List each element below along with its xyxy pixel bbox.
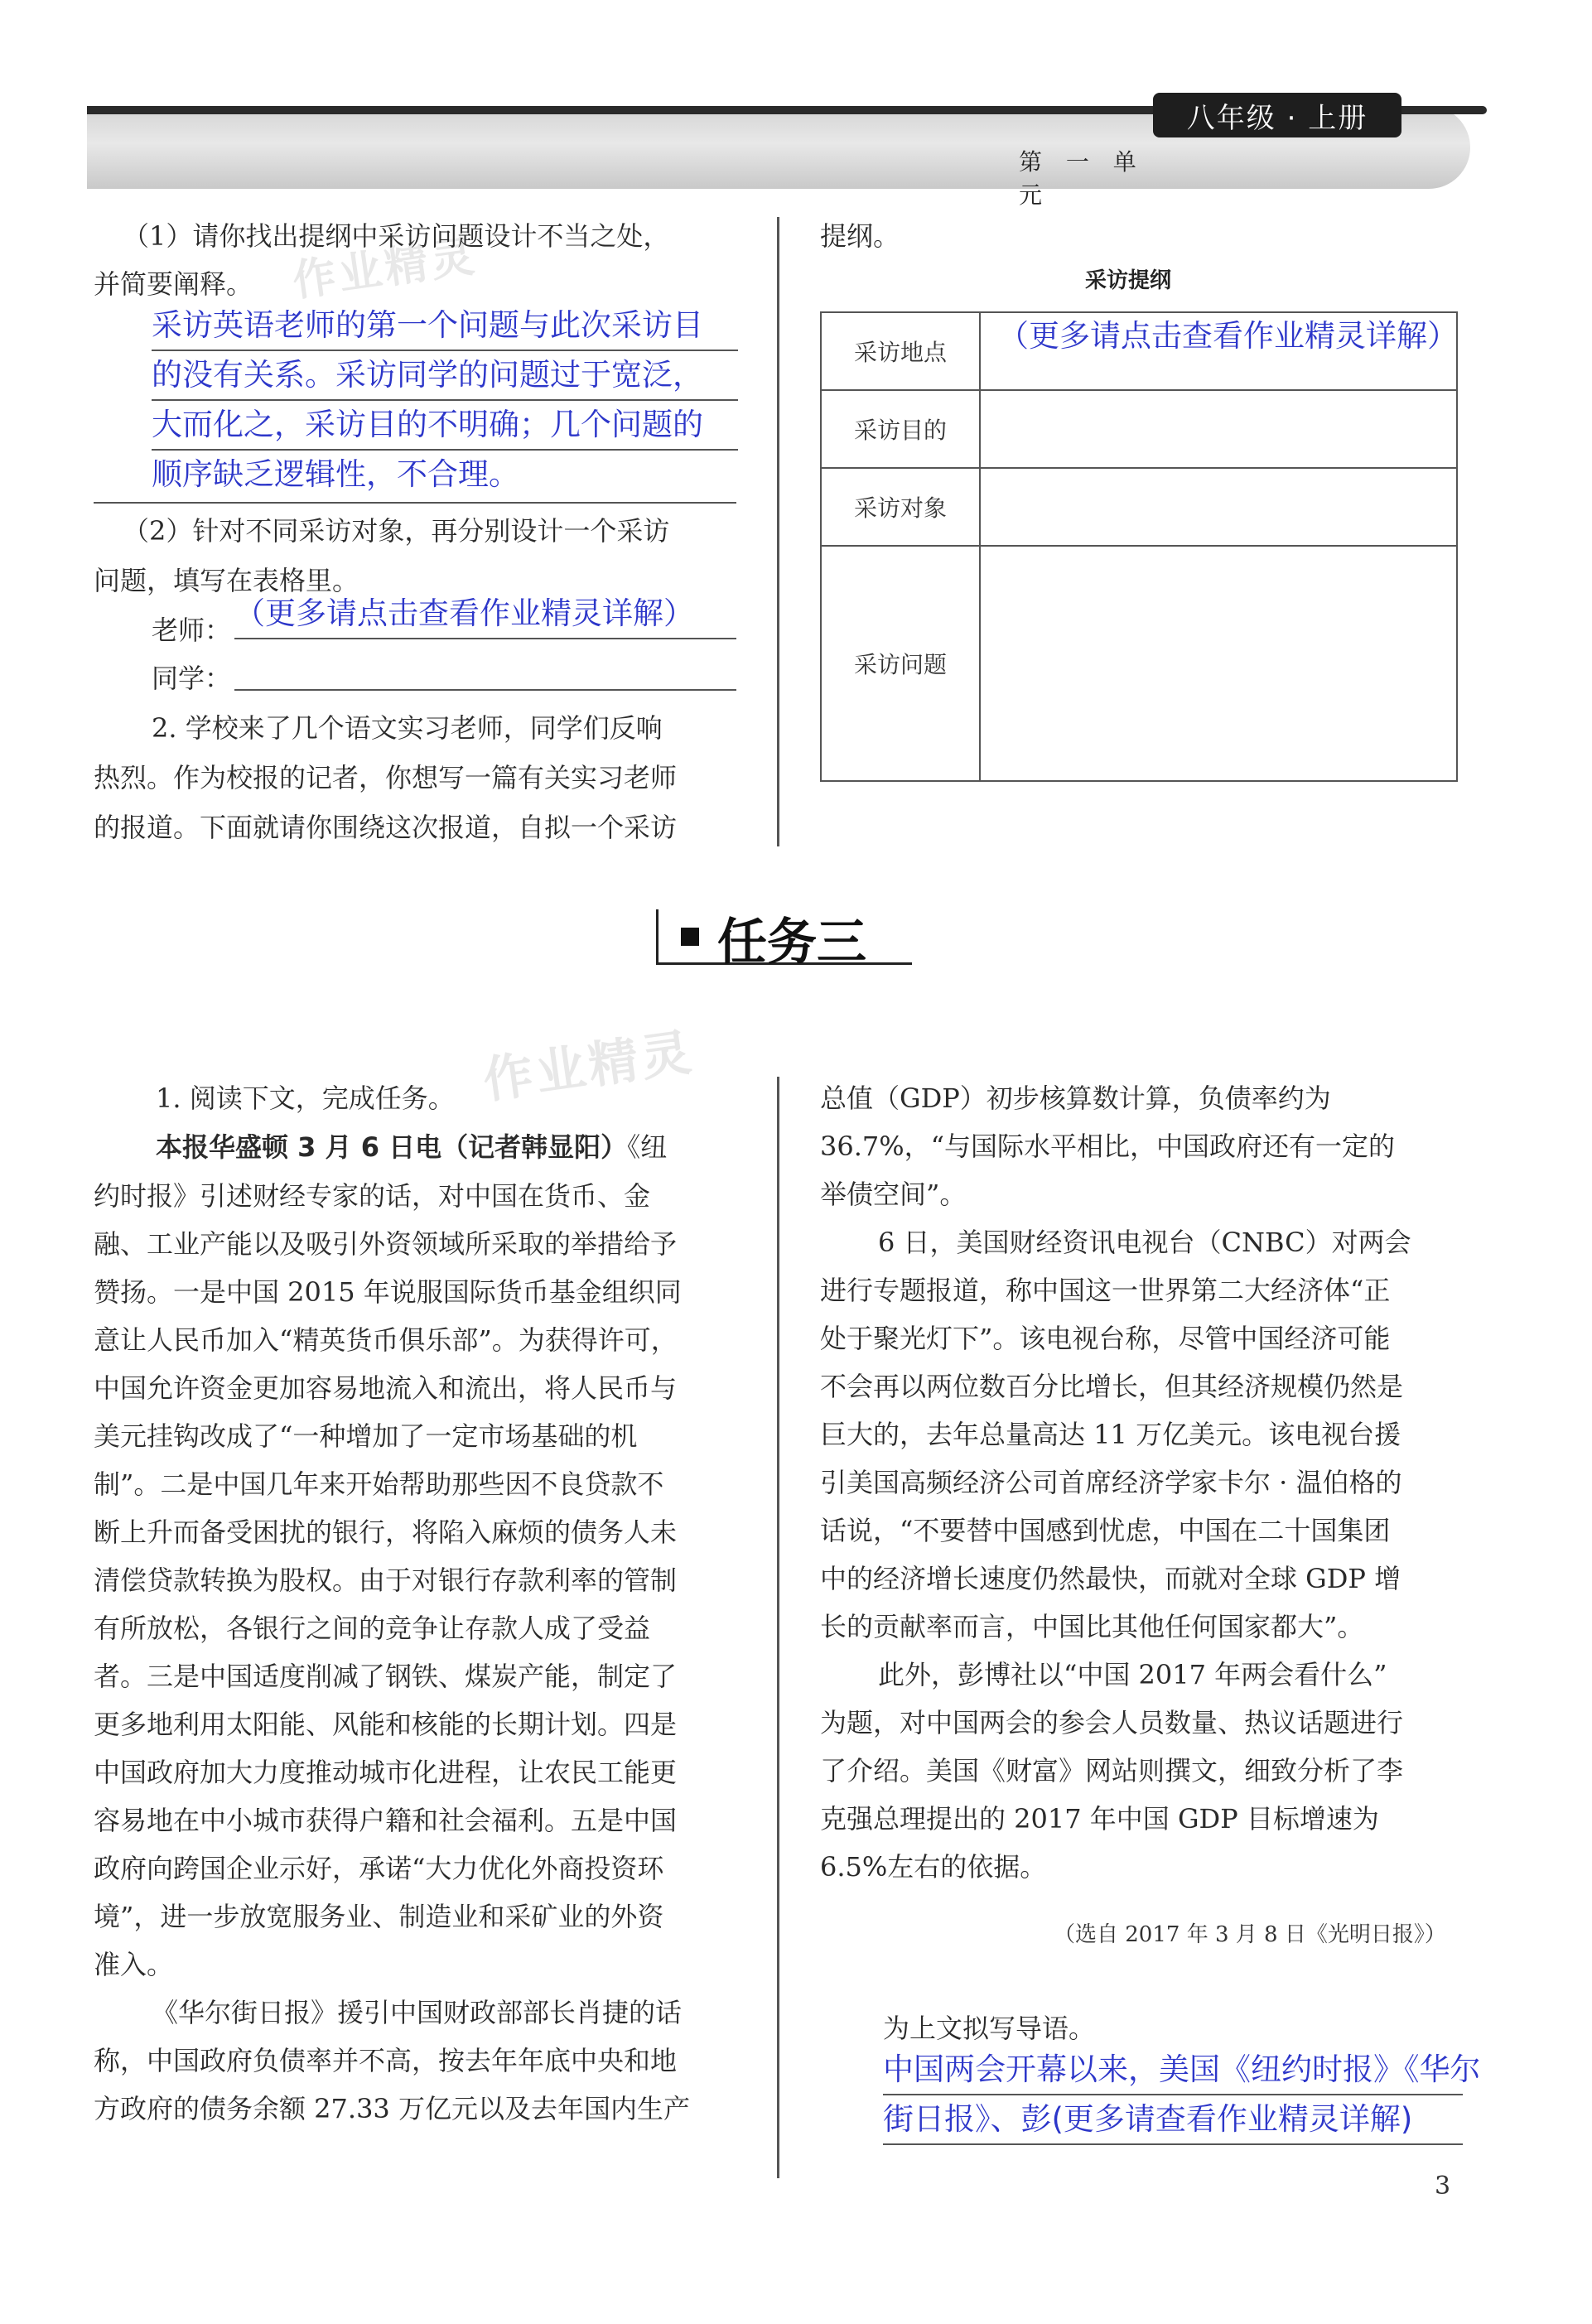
table-row: [821, 390, 1457, 468]
row-value[interactable]: [980, 546, 1457, 781]
student-label: 同学：: [152, 663, 232, 694]
article-line: 约时报》引述财经专家的话，对中国在货币、金: [94, 1180, 651, 1212]
question-1-line-2: 并简要阐释。: [94, 268, 253, 300]
row-value[interactable]: [980, 390, 1457, 468]
article-line: 引美国高频经济公司首席经济学家卡尔 · 温伯格的: [820, 1467, 1402, 1498]
article-line: 处于聚光灯下”。该电视台称，尽管中国经济可能: [820, 1323, 1391, 1354]
article-line: 36.7%，“与国际水平相比，中国政府还有一定的: [820, 1131, 1396, 1162]
article-line: 6.5%左右的依据。: [820, 1851, 1047, 1883]
continuation-text: 提纲。: [820, 220, 900, 252]
article-line: 话说，“不要替中国感到忧虑，中国在二十国集团: [820, 1515, 1391, 1546]
task-title: 任务三: [717, 914, 866, 972]
article-line: 准入。: [94, 1949, 174, 1980]
article-line: 了介绍。美国《财富》网站则撰文，细致分析了李: [820, 1755, 1404, 1786]
article-line: 方政府的债务余额 27.33 万亿元以及去年国内生产: [94, 2093, 690, 2124]
answer-rule: [94, 500, 736, 504]
row-label: 采访问题: [821, 546, 980, 781]
question-1-line-1: （1）请你找出提纲中采访问题设计不当之处，: [123, 220, 670, 252]
table-title: 采访提纲: [1085, 268, 1172, 293]
article-line: 称，中国政府负债率并不高，按去年年底中央和地: [94, 2045, 678, 2076]
table-row: [821, 468, 1457, 546]
article-intro: 1. 阅读下文，完成任务。: [156, 1082, 455, 1114]
article-line: 清偿贷款转换为股权。由于对银行存款利率的管制: [94, 1565, 678, 1596]
article-line: 容易地在中小城市获得户籍和社会福利。五是中国: [94, 1805, 678, 1836]
article-line: 克强总理提出的 2017 年中国 GDP 目标增速为: [820, 1803, 1379, 1835]
article-line: 6 日，美国财经资讯电视台（CNBC）对两会: [878, 1227, 1411, 1258]
article-source: （选自 2017 年 3 月 8 日《光明日报》）: [1054, 1922, 1446, 1947]
watermark: 作业精灵: [480, 1023, 698, 1111]
article-line: 总值（GDP）初步核算数计算，负债率约为: [820, 1082, 1331, 1114]
interview-outline-table: [820, 311, 1458, 782]
column-divider: [777, 217, 779, 846]
article-line: 中国允许资金更加容易地流入和流出，将人民币与: [94, 1372, 678, 1404]
square-bullet-icon: [681, 928, 699, 946]
lead-prompt: 为上文拟写导语。: [883, 2013, 1096, 2044]
article-right-body: [820, 1074, 1474, 1891]
article-line: 中国政府加大力度推动城市化进程，让农民工能更: [94, 1757, 678, 1788]
article-line: 《华尔街日报》援引中国财政部部长肖捷的话: [152, 1997, 683, 2028]
article-line: 美元挂钩改成了“一种增加了一定市场基础的机: [94, 1420, 638, 1452]
page-number: 3: [1435, 2172, 1451, 2201]
article-line: 者。三是中国适度削减了钢铁、煤炭产能，制定了: [94, 1661, 678, 1692]
question-2-line-1: （2）针对不同采访对象，再分别设计一个采访: [123, 515, 670, 547]
answer-line: 顺序缺乏逻辑性，不合理。: [152, 456, 519, 492]
article-line: 赞扬。一是中国 2015 年说服国际货币基金组织同: [94, 1276, 682, 1308]
teacher-label: 老师：: [152, 615, 232, 646]
grade-badge: 八年级 · 上册: [1153, 93, 1401, 137]
row-label: 采访地点: [821, 312, 980, 390]
article-line: 此外，彭博社以“中国 2017 年两会看什么”: [878, 1659, 1387, 1690]
article-line: 意让人民币加入“精英货币俱乐部”。为获得许可，: [94, 1324, 678, 1356]
item-2-line-1: 2. 学校来了几个语文实习老师，同学们反响: [152, 712, 663, 744]
teacher-answer: （更多请点击查看作业精灵详解）: [234, 590, 736, 639]
question-2-line-2: 问题，填写在表格里。: [94, 565, 359, 596]
article-dateline: [156, 1123, 742, 1171]
article-line: 融、工业产能以及吸引外资领域所采取的举措给予: [94, 1228, 678, 1260]
article-line: 中的经济增长速度仍然最快，而就对全球 GDP 增: [820, 1563, 1401, 1594]
article-left-body: [94, 1172, 748, 2133]
article-line: 举债空间”。: [820, 1179, 967, 1210]
answer-line: 大而化之，采访目的不明确；几个问题的: [152, 401, 738, 451]
watermark: 作业精灵: [289, 231, 480, 307]
unit-label: 第 一 单 元: [1019, 148, 1145, 209]
article-line: 为题，对中国两会的参会人员数量、热议话题进行: [820, 1707, 1404, 1738]
article-line: 巨大的，去年总量高达 11 万亿美元。该电视台援: [820, 1419, 1401, 1450]
table-row: [821, 546, 1457, 781]
article-line: 不会再以两位数百分比增长，但其经济规模仍然是: [820, 1371, 1404, 1402]
row-value[interactable]: [980, 312, 1457, 390]
article-line: 制”。二是中国几年来开始帮助那些因不良贷款不: [94, 1468, 664, 1500]
answer-line: 中国两会开幕以来，美国《纽约时报》《华尔: [883, 2046, 1463, 2095]
answer-line: 采访英语老师的第一个问题与此次采访目: [152, 301, 738, 351]
lead-answer: [883, 2046, 1481, 2145]
article-line: 更多地利用太阳能、风能和核能的长期计划。四是: [94, 1709, 678, 1740]
answer-line: 街日报》、彭(更多请查看作业精灵详解): [883, 2095, 1463, 2145]
row-value-text: （更多请点击查看作业精灵详解）: [998, 318, 1458, 354]
article-line: 有所放松，各银行之间的竞争让存款人成了受益: [94, 1613, 651, 1644]
table-row: [821, 312, 1457, 390]
row-label: 采访目的: [821, 390, 980, 468]
item-2-line-2: 热烈。作为校报的记者，你想写一篇有关实习老师: [94, 762, 678, 793]
dateline-bold: 本报华盛顿 3 月 6 日电（记者韩显阳）: [156, 1131, 628, 1163]
row-value[interactable]: [980, 468, 1457, 546]
article-line: 境”，进一步放宽服务业、制造业和采矿业的外资: [94, 1901, 664, 1932]
dateline-rest: 《纽: [627, 1131, 668, 1163]
row-label: 采访对象: [821, 468, 980, 546]
article-line: 进行专题报道，称中国这一世界第二大经济体“正: [820, 1275, 1391, 1306]
article-line: 政府向跨国企业示好，承诺“大力优化外商投资环: [94, 1853, 664, 1884]
column-divider: [777, 1077, 779, 2178]
answer-1: [152, 301, 738, 504]
student-answer-line: [234, 689, 736, 691]
item-2-line-3: 的报道。下面就请你围绕这次报道，自拟一个采访: [94, 812, 678, 843]
article-line: 长的贡献率而言，中国比其他任何国家都大”。: [820, 1611, 1364, 1642]
answer-line: 的没有关系。采访同学的问题过于宽泛，: [152, 351, 738, 401]
article-line: 断上升而备受困扰的银行，将陷入麻烦的债务人未: [94, 1516, 678, 1548]
